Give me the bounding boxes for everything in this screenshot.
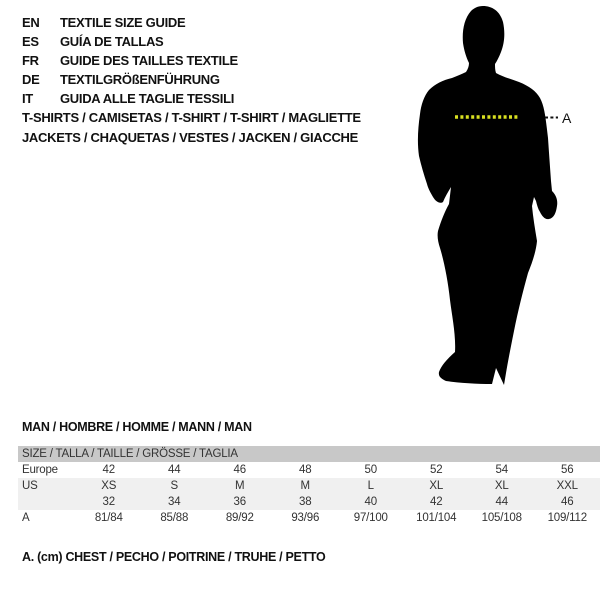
language-code: IT [22, 91, 33, 106]
language-list [22, 13, 238, 108]
table-row-chest-a [18, 510, 600, 526]
table-cell: 44 [168, 464, 181, 476]
language-label: TEXTILGRÖßENFÜHRUNG [60, 72, 220, 87]
table-row-numeric [18, 494, 600, 510]
man-silhouette-svg [398, 0, 598, 420]
table-cell: XS [101, 480, 117, 492]
table-cell: 42 [430, 496, 443, 508]
language-code: DE [22, 72, 40, 87]
table-cell: 38 [299, 496, 312, 508]
language-code: FR [22, 53, 39, 68]
section-title-man: MAN / HOMBRE / HOMME / MANN / MAN [22, 420, 252, 434]
table-cell: 89/92 [225, 512, 254, 524]
table-cell: XL [429, 480, 444, 492]
size-table [18, 446, 600, 526]
table-cell: 101/104 [416, 512, 457, 524]
table-row-europe [18, 462, 600, 478]
table-cell: 32 [102, 496, 115, 508]
language-label: GUIDA ALLE TAGLIE TESSILI [60, 91, 235, 106]
table-cell: 109/112 [547, 512, 587, 524]
language-row [22, 32, 238, 51]
language-label: TEXTILE SIZE GUIDE [60, 15, 186, 30]
table-cell: XL [494, 480, 509, 492]
table-cell: 56 [561, 464, 574, 476]
table-cell: 54 [495, 464, 508, 476]
footnote-chest-measure: A. (cm) CHEST / PECHO / POITRINE / TRUHE / PETTO [22, 550, 326, 564]
table-cell: 97/100 [353, 512, 388, 524]
language-label: GUIDE DES TAILLES TEXTILE [60, 53, 238, 68]
table-cell: L [367, 480, 374, 492]
table-cell: 42 [102, 464, 115, 476]
language-row [22, 13, 238, 32]
row-label: US [22, 480, 38, 492]
table-cell: M [300, 480, 310, 492]
language-row [22, 89, 238, 108]
size-table-header: SIZE / TALLA / TAILLE / GRÖSSE / TAGLIA [18, 446, 600, 462]
table-cell: XXL [556, 480, 578, 492]
table-cell: 81/84 [94, 512, 123, 524]
table-cell: M [235, 480, 245, 492]
table-cell: 93/96 [291, 512, 320, 524]
table-cell: 36 [233, 496, 246, 508]
table-cell: 46 [561, 496, 574, 508]
table-cell: 50 [364, 464, 377, 476]
language-code: EN [22, 15, 40, 30]
table-cell: 105/108 [481, 512, 522, 524]
table-cell: 85/88 [160, 512, 189, 524]
measure-label-a: A [562, 110, 572, 126]
table-cell: 48 [299, 464, 312, 476]
table-cell: 34 [168, 496, 181, 508]
table-row-us [18, 478, 600, 494]
table-cell: 52 [430, 464, 443, 476]
table-cell: 44 [495, 496, 508, 508]
table-cell: S [170, 480, 178, 492]
man-silhouette-figure [398, 0, 598, 420]
language-row [22, 51, 238, 70]
table-cell: 40 [364, 496, 377, 508]
category-line-jackets: JACKETS / CHAQUETAS / VESTES / JACKEN / GIACCHE [22, 130, 358, 145]
man-silhouette [418, 6, 557, 385]
category-block [22, 108, 361, 148]
row-label: A [22, 512, 30, 524]
language-row [22, 70, 238, 89]
table-cell: 46 [233, 464, 246, 476]
language-label: GUÍA DE TALLAS [60, 34, 164, 49]
language-code: ES [22, 34, 39, 49]
category-line-tshirts: T-SHIRTS / CAMISETAS / T-SHIRT / T-SHIRT / MAGLIETTE [22, 110, 361, 125]
row-label: Europe [22, 464, 58, 476]
